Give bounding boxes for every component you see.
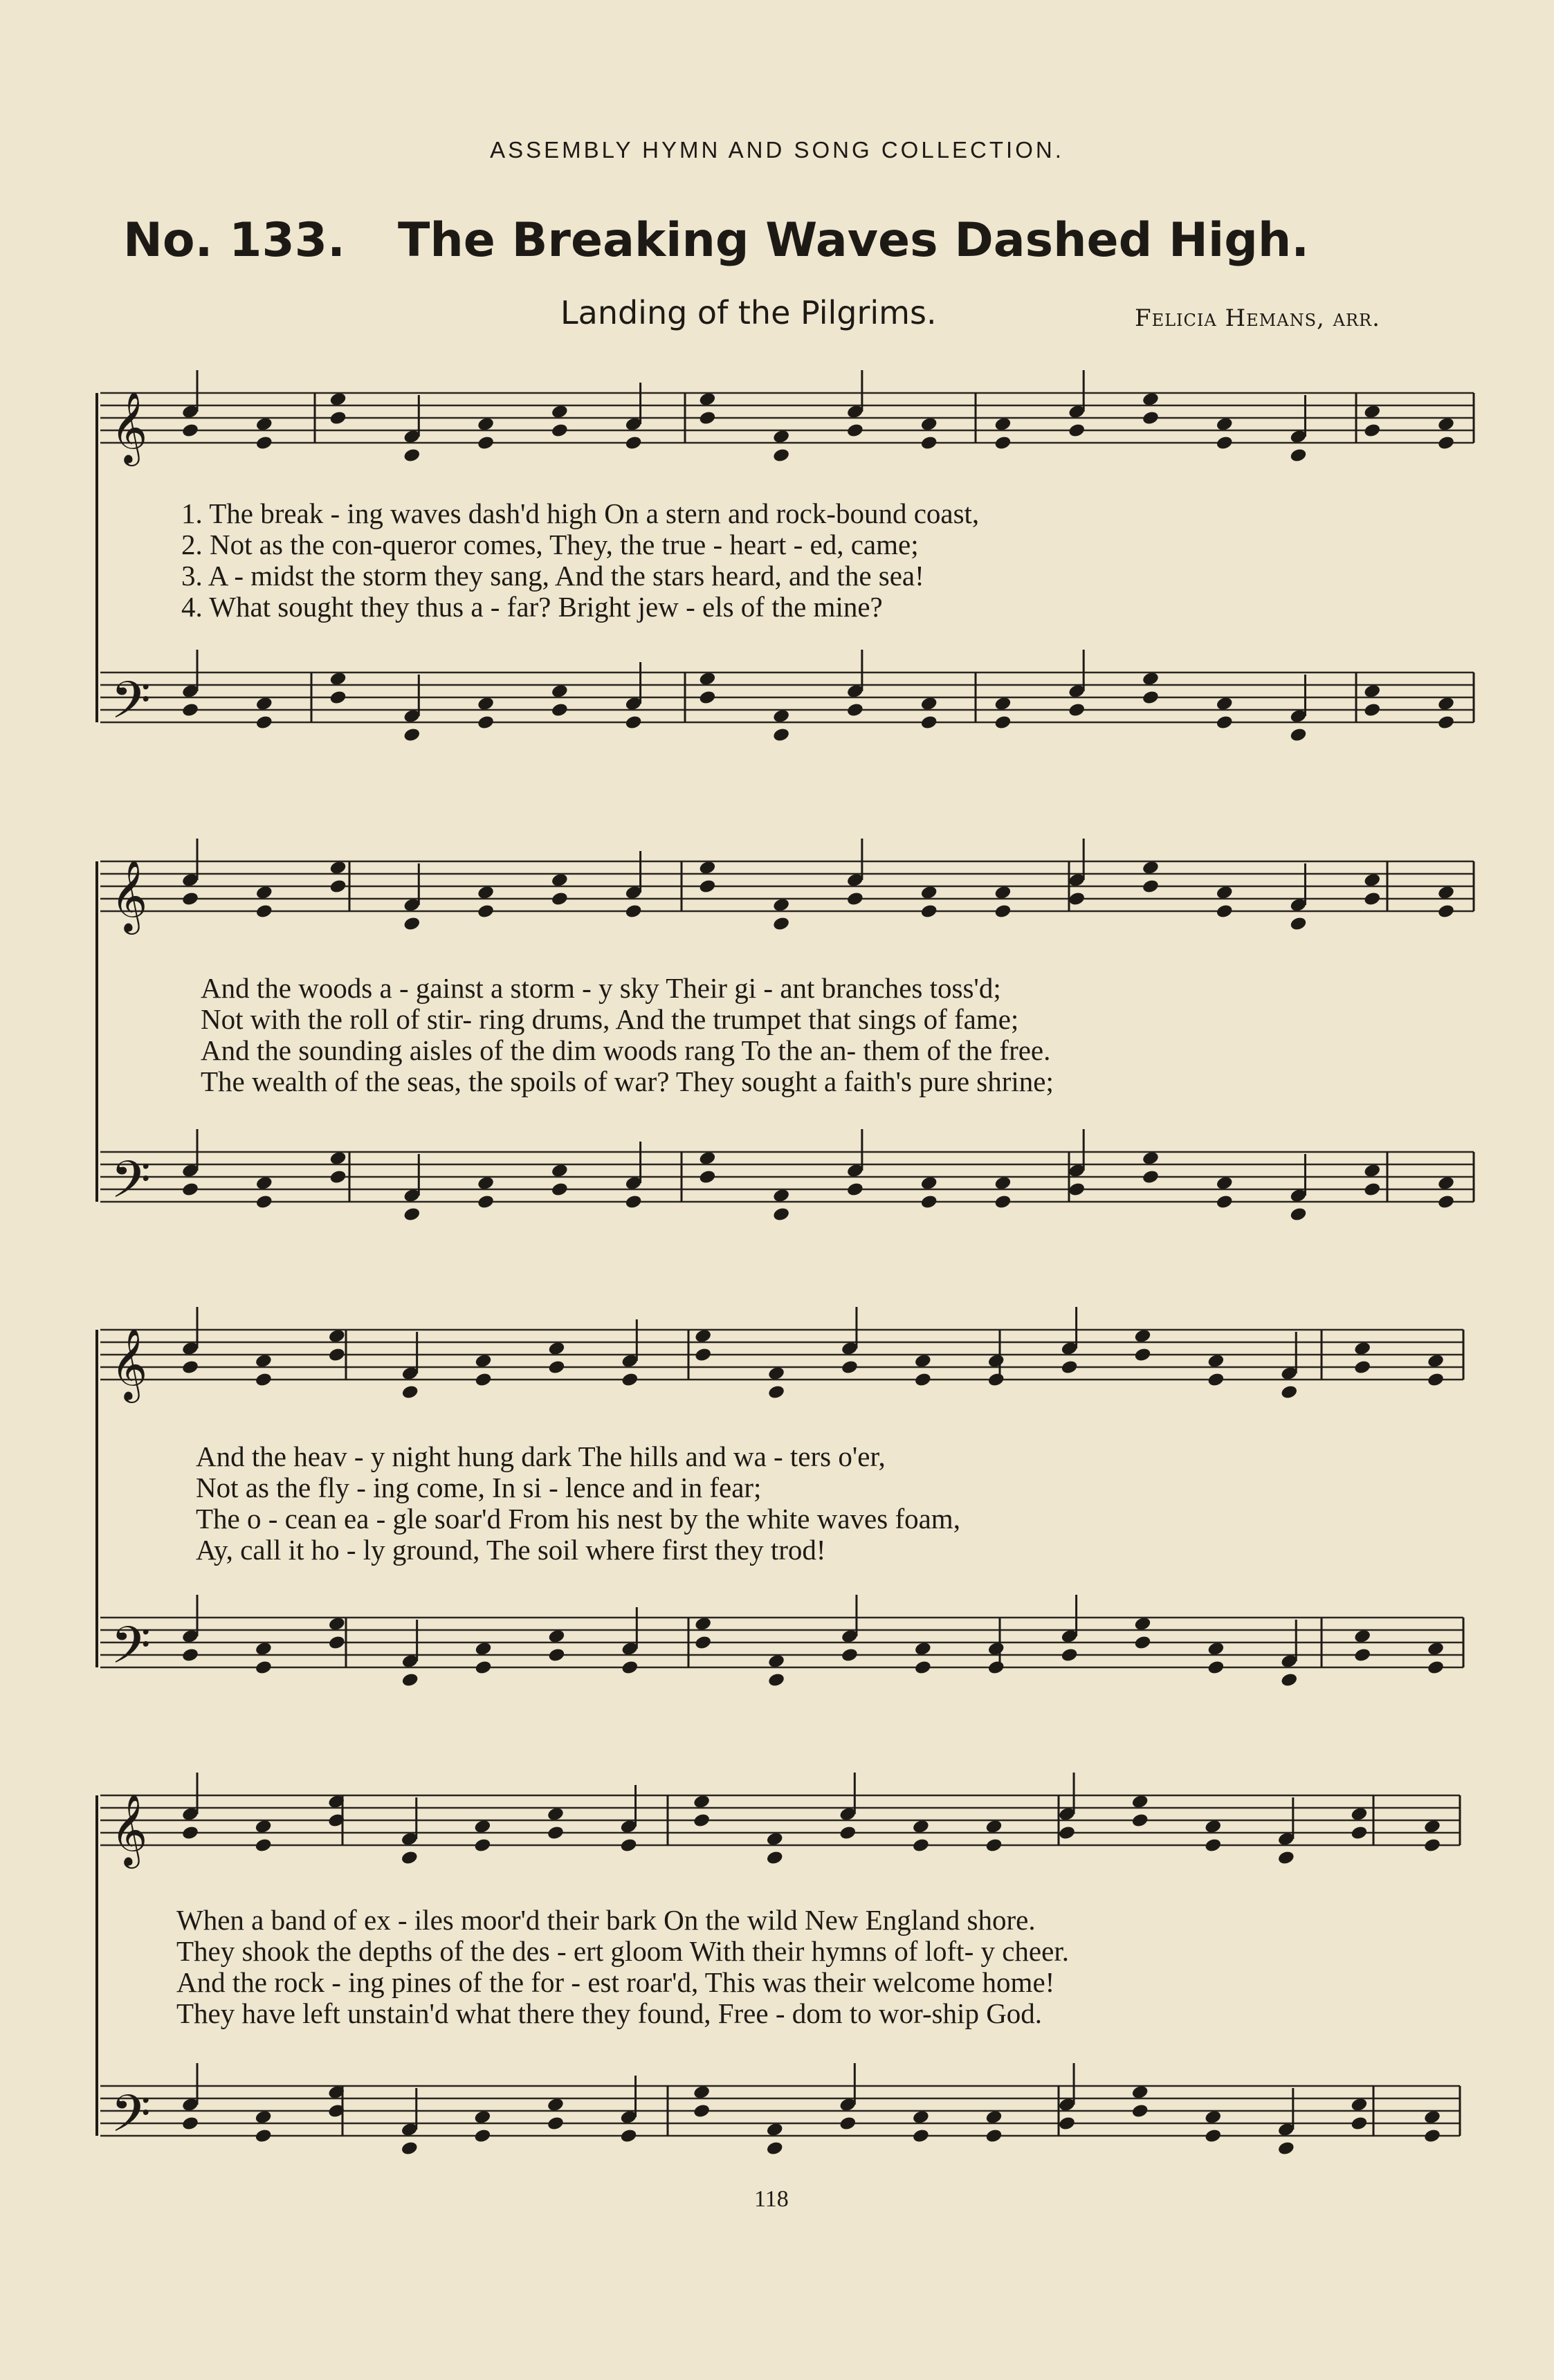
lyric-line: And the rock - ing pines of the for - est roar'd, This was their welcome home! (176, 1966, 1055, 1998)
lyric-line: And the sounding aisles of the dim woods rang To the an- them of the free. (201, 1034, 1051, 1066)
hymn-title: The Breaking Waves Dashed High. (398, 213, 1310, 268)
lyric-line: And the heav - y night hung dark The hills and wa - ters o'er, (196, 1440, 886, 1472)
lyric-line: 3. A - midst the storm they sang, And the stars heard, and the sea! (181, 560, 924, 592)
running-head: ASSEMBLY HYMN AND SONG COLLECTION. (490, 137, 1064, 163)
lyric-line: Ay, call it ho - ly ground, The soil where first they trod! (196, 1534, 826, 1566)
treble-clef: 𝄞 (111, 391, 148, 464)
lyric-line: Not with the roll of stir- ring drums, And the trumpet that sings of fame; (201, 1003, 1019, 1035)
hymn-number: No. 133. (123, 213, 345, 268)
tune-name: Landing of the Pilgrims. (560, 294, 937, 331)
bass-clef: 𝄢 (111, 2084, 151, 2157)
bass-clef: 𝄢 (111, 1150, 151, 1223)
lyric-line: 2. Not as the con-queror comes, They, the true - heart - ed, came; (181, 529, 919, 560)
bass-clef: 𝄢 (111, 1615, 151, 1688)
lyric-line: Not as the fly - ing come, In si - lence and in fear; (196, 1472, 762, 1503)
lyric-line: They shook the depths of the des - ert gloom With their hymns of loft- y cheer. (176, 1935, 1069, 1967)
bass-clef: 𝄢 (111, 670, 151, 743)
lyric-line: 4. What sought they thus a - far? Bright jew - els of the mine? (181, 591, 883, 623)
author-credit: Felicia Hemans, arr. (1135, 304, 1380, 332)
treble-clef: 𝄞 (111, 1328, 148, 1400)
lyric-line: And the woods a - gainst a storm - y sky Their gi - ant branches toss'd; (201, 972, 1001, 1004)
lyric-line: 1. The break - ing waves dash'd high On a stern and rock-bound coast, (181, 497, 980, 529)
page-number: 118 (754, 2186, 789, 2212)
lyric-line: They have left unstain'd what there they found, Free - dom to wor-ship God. (176, 1997, 1043, 2029)
lyric-line: When a band of ex - iles moor'd their bark On the wild New England shore. (176, 1904, 1036, 1936)
lyric-line: The wealth of the seas, the spoils of war? They sought a faith's pure shrine; (201, 1065, 1054, 1097)
treble-clef: 𝄞 (111, 859, 148, 932)
treble-clef: 𝄞 (111, 1793, 148, 1866)
lyric-line: The o - cean ea - gle soar'd From his nest by the white waves foam, (196, 1503, 960, 1535)
